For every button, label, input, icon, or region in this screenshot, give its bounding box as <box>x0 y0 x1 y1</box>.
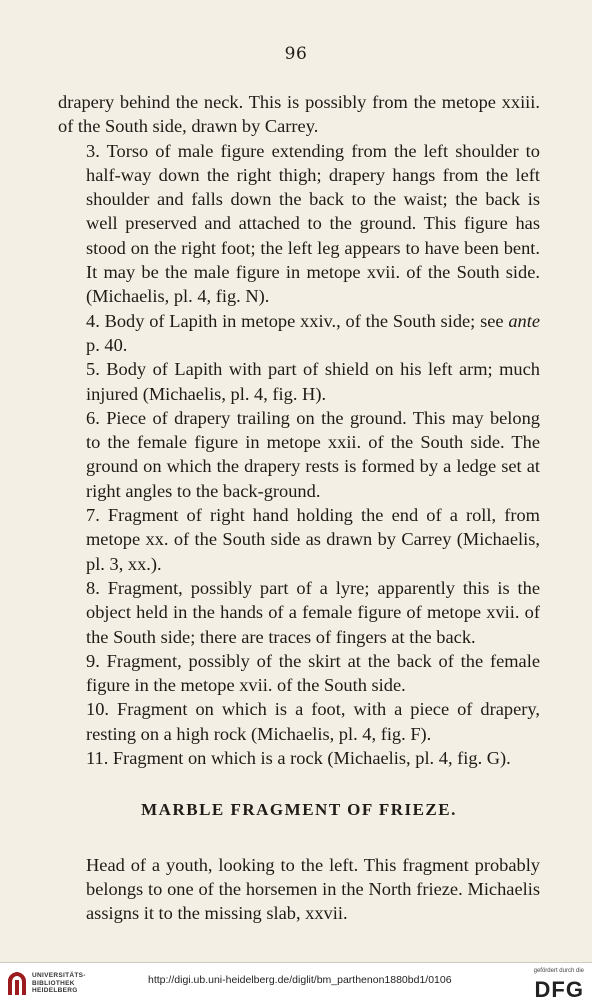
paragraph-item-4 <box>58 309 540 358</box>
section-paragraph: Head of a youth, looking to the left. This fragment probably belongs to one of the horsemen in the North frieze. Michaelis assigns it to the missing slab, xxvii. <box>86 854 540 924</box>
item-4-text-b: p. 40. <box>86 334 128 355</box>
paragraph-item-7: 7. Fragment of right hand holding the end of a roll, from metope xx. of the South side as drawn by Carrey (Michaelis, pl. 3, xx.). <box>86 505 540 574</box>
paragraph-item-5: 5. Body of Lapith with part of shield on his left arm; much injured (Michaelis, pl. 4, fig. H). <box>86 359 540 404</box>
paragraph-item-3: 3. Torso of male figure extending from the left shoulder to half-way down the right thigh; drapery hangs from the left shoulder and falls down the back to the waist; the back is well preserved and attached to the ground. This figure has stood on the right foot; the left leg appears to have been bent. It may be the male figure in metope xvii. of the South side. (Michaelis, pl. 4, fig. N). <box>86 140 540 307</box>
permalink-url[interactable]: http://digi.ub.uni-heidelberg.de/diglit/bm_parthenon1880bd1/0106 <box>148 974 452 986</box>
page-number: 96 <box>284 44 308 64</box>
paragraph-item-11: 11. Fragment on which is a rock (Michaelis, pl. 4, fig. G). <box>86 748 511 769</box>
item-4-text-a: 4. Body of Lapith in metope xxiv., of the South side; see <box>86 310 509 331</box>
section-heading: MARBLE FRAGMENT OF FRIEZE. <box>141 800 457 820</box>
university-library-logo-icon <box>6 971 28 997</box>
item-4-italic: ante <box>508 310 540 331</box>
page-body <box>58 90 540 926</box>
paragraph-item-10: 10. Fragment on which is a foot, with a piece of drapery, resting on a high rock (Michaelis, pl. 4, fig. F). <box>86 699 540 744</box>
dfg-logo: DFG <box>534 977 584 1002</box>
viewer-footer <box>0 962 592 1006</box>
paragraph-item-8: 8. Fragment, possibly part of a lyre; apparently this is the object held in the hands of a female figure of metope xvii. of the South side; there are traces of fingers at the back. <box>86 577 540 647</box>
paragraph-item-6: 6. Piece of drapery trailing on the ground. This may belong to the female figure in metope xxii. of the South side. The ground on which the drapery rests is formed by a ledge set at right angles to the back-ground. <box>86 407 540 501</box>
paragraph-continuation: drapery behind the neck. This is possibly from the metope xxiii. of the South side, drawn by Carrey. <box>58 92 540 137</box>
paragraph-item-9: 9. Fragment, possibly of the skirt at the back of the female figure in the metope xvii. of the South side. <box>86 650 540 696</box>
library-name: UNIVERSITÄTS- BIBLIOTHEK HEIDELBERG <box>32 972 86 994</box>
funding-note: gefördert durch die <box>533 968 584 974</box>
